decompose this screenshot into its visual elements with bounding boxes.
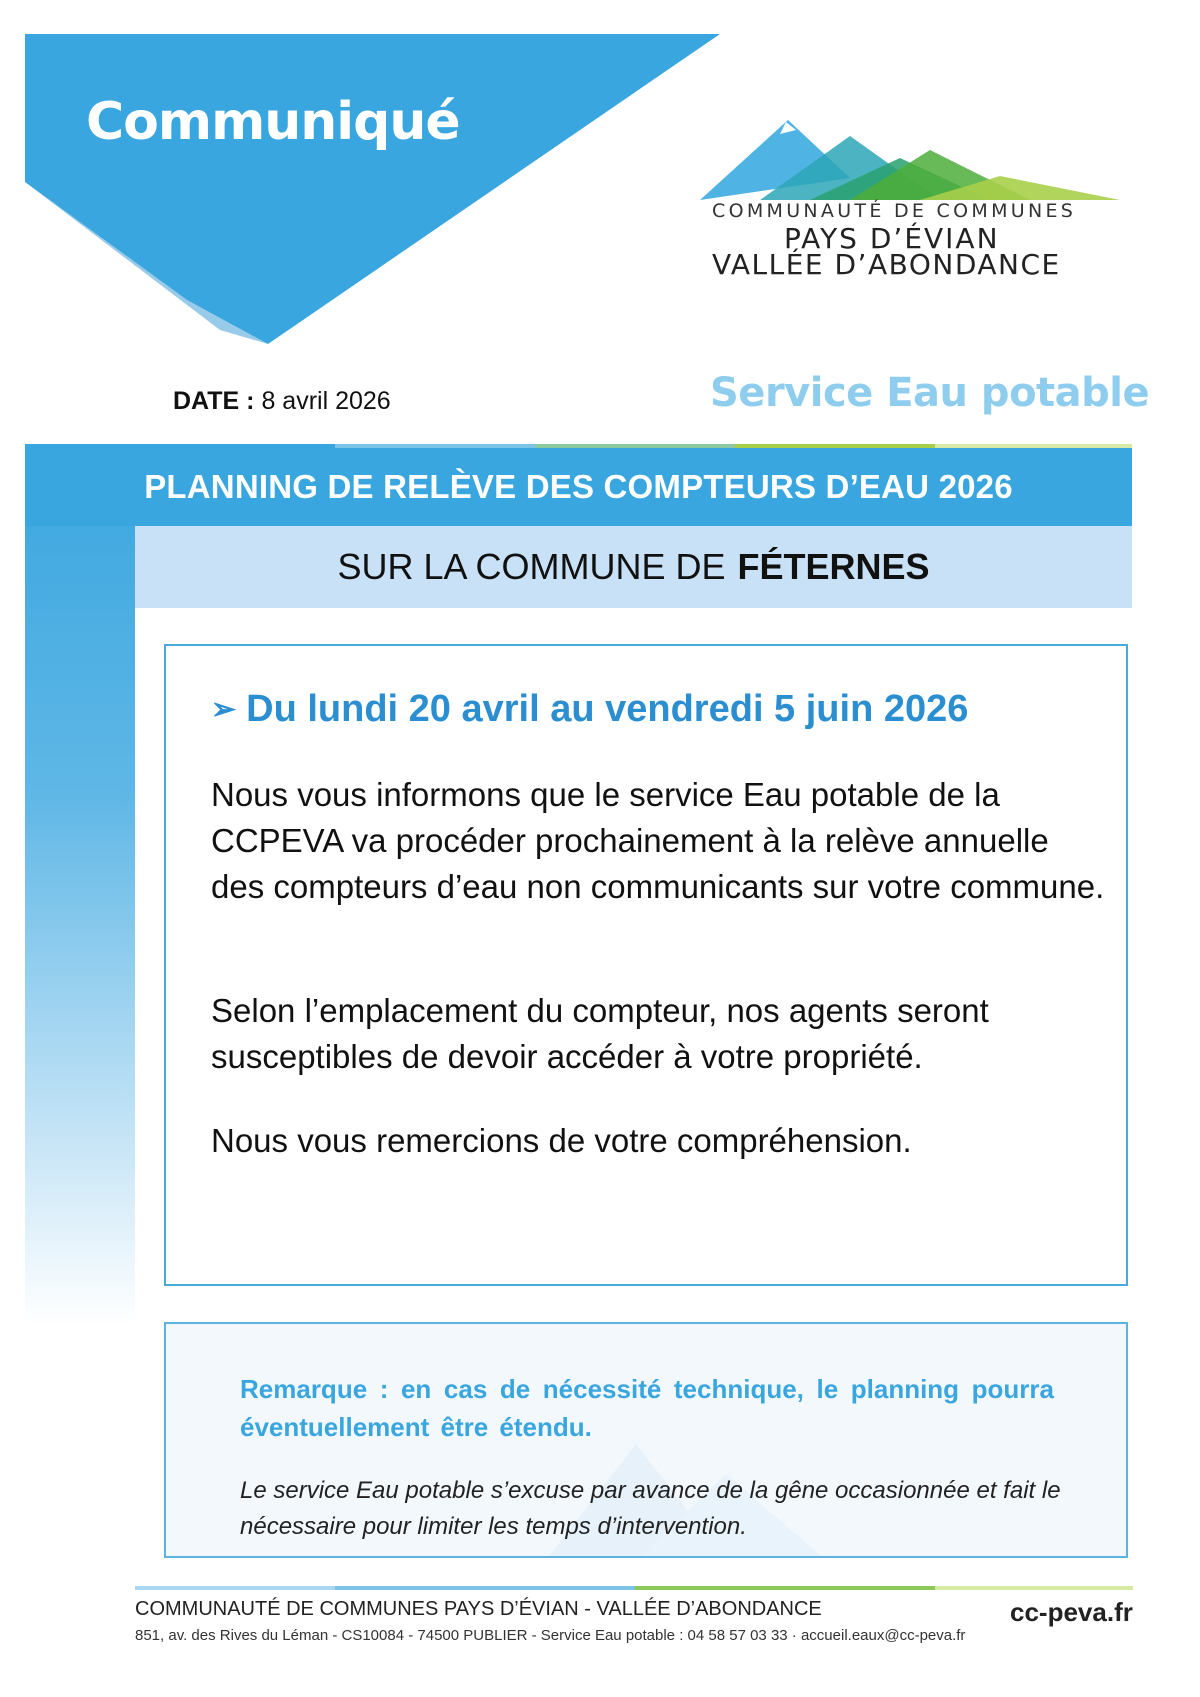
footer-organization: COMMUNAUTÉ DE COMMUNES PAYS D’ÉVIAN - VALLÉE D’ABONDANCE — [135, 1598, 822, 1620]
logo-line-1: COMMUNAUTÉ DE COMMUNES — [712, 200, 1077, 222]
footer-address: 851, av. des Rives du Léman - CS10084 - 74500 PUBLIER - Service Eau potable : 04 58 57 03 33 · accueil.eaux@cc-peva.fr — [135, 1627, 966, 1644]
period-text: Du lundi 20 avril au vendredi 5 juin 2026 — [246, 688, 969, 730]
note-excuse: Le service Eau potable s’excuse par avance de la gêne occasionnée et fait le nécessaire pour limiter les temps d’intervention. — [240, 1477, 1061, 1540]
banner-title: PLANNING DE RELÈVE DES COMPTEURS D’EAU 2026 — [144, 468, 1013, 505]
date-value: 8 avril 2026 — [261, 387, 391, 415]
service-title: Service Eau potable — [710, 370, 1150, 416]
commune-name: FÉTERNES — [737, 546, 930, 587]
logo-line-2: PAYS D’ÉVIAN — [784, 222, 1000, 255]
page-title: Communiqué — [86, 92, 460, 152]
main-info-box — [164, 644, 1128, 1286]
arrow-bullet-icon: ➢ — [211, 693, 237, 726]
commune-bar — [135, 526, 1132, 608]
footer-color-stripe — [135, 1586, 1133, 1590]
info-paragraph-1: Nous vous informons que le service Eau potable de la CCPEVA va procéder prochainement à la relève annuelle des compteurs d’eau non communicants sur votre commune. — [211, 776, 1105, 905]
planning-banner — [25, 448, 1132, 526]
date-label: DATE : — [173, 387, 255, 415]
date-line — [173, 387, 391, 416]
info-paragraph-2: Selon l’emplacement du compteur, nos agents seront susceptibles de devoir accéder à votre propriété. — [211, 992, 989, 1075]
logo-line-3: VALLÉE D’ABONDANCE — [712, 248, 1061, 281]
left-decorative-band — [25, 445, 135, 1325]
info-paragraph-3: Nous vous remercions de votre compréhension. — [211, 1122, 912, 1159]
note-remark: Remarque : en cas de nécessité technique, le planning pourra éventuellement être étendu. — [240, 1374, 1054, 1442]
footer-website-link[interactable]: cc-peva.fr — [1010, 1597, 1133, 1627]
commune-prefix: SUR LA COMMUNE DE — [337, 546, 726, 587]
period-heading — [211, 688, 968, 731]
